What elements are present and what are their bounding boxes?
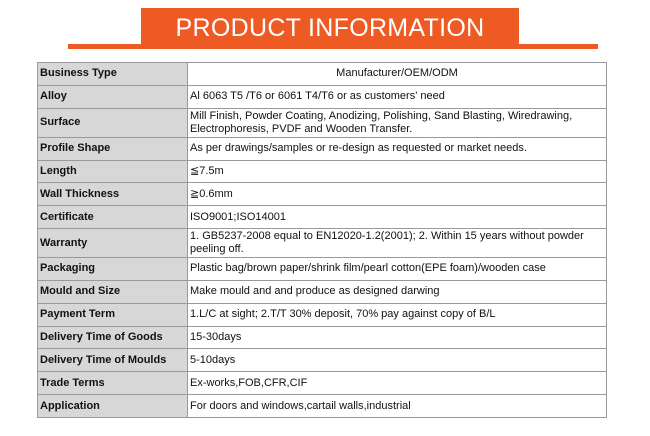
- row-label: Application: [38, 395, 188, 418]
- row-value: 1. GB5237-2008 equal to EN12020-1.2(2001); 2. Within 15 years without powder peeling off.: [188, 229, 607, 258]
- row-mould-and-size: [38, 280, 607, 303]
- row-value: 15-30days: [188, 326, 607, 349]
- row-label: Wall Thickness: [38, 183, 188, 206]
- row-profile-shape: [38, 137, 607, 160]
- row-value: As per drawings/samples or re-design as requested or market needs.: [188, 137, 607, 160]
- row-label: Delivery Time of Goods: [38, 326, 188, 349]
- row-length: [38, 160, 607, 183]
- row-label: Warranty: [38, 229, 188, 258]
- row-value: ≧0.6mm: [188, 183, 607, 206]
- row-label: Mould and Size: [38, 280, 188, 303]
- row-value: For doors and windows,cartail walls,industrial: [188, 395, 607, 418]
- row-trade-terms: [38, 372, 607, 395]
- row-label: Profile Shape: [38, 137, 188, 160]
- row-packaging: [38, 258, 607, 281]
- row-value: Manufacturer/OEM/ODM: [188, 63, 607, 86]
- row-certificate: [38, 206, 607, 229]
- row-value: Plastic bag/brown paper/shrink film/pearl cotton(EPE foam)/wooden case: [188, 258, 607, 281]
- row-delivery-time-goods: [38, 326, 607, 349]
- product-info-table: [37, 62, 607, 418]
- row-label: Length: [38, 160, 188, 183]
- page-title: PRODUCT INFORMATION: [175, 13, 485, 42]
- row-label: Business Type: [38, 63, 188, 86]
- row-wall-thickness: [38, 183, 607, 206]
- row-label: Packaging: [38, 258, 188, 281]
- row-value: Al 6063 T5 /T6 or 6061 T4/T6 or as customers' need: [188, 85, 607, 108]
- row-label: Alloy: [38, 85, 188, 108]
- row-warranty: [38, 229, 607, 258]
- row-label: Trade Terms: [38, 372, 188, 395]
- row-payment-term: [38, 303, 607, 326]
- row-alloy: [38, 85, 607, 108]
- row-value: ≦7.5m: [188, 160, 607, 183]
- row-value: Mill Finish, Powder Coating, Anodizing, Polishing, Sand Blasting, Wiredrawing, Electrophoresis, PVDF and Wooden Transfer.: [188, 108, 607, 137]
- row-value: ISO9001;ISO14001: [188, 206, 607, 229]
- row-delivery-time-moulds: [38, 349, 607, 372]
- row-value: Ex-works,FOB,CFR,CIF: [188, 372, 607, 395]
- row-value: 5-10days: [188, 349, 607, 372]
- row-label: Surface: [38, 108, 188, 137]
- title-banner: [141, 8, 519, 48]
- row-surface: [38, 108, 607, 137]
- row-value: Make mould and and produce as designed darwing: [188, 280, 607, 303]
- row-value: 1.L/C at sight; 2.T/T 30% deposit, 70% pay against copy of B/L: [188, 303, 607, 326]
- row-label: Payment Term: [38, 303, 188, 326]
- row-label: Certificate: [38, 206, 188, 229]
- row-label: Delivery Time of Moulds: [38, 349, 188, 372]
- row-business-type: [38, 63, 607, 86]
- row-application: [38, 395, 607, 418]
